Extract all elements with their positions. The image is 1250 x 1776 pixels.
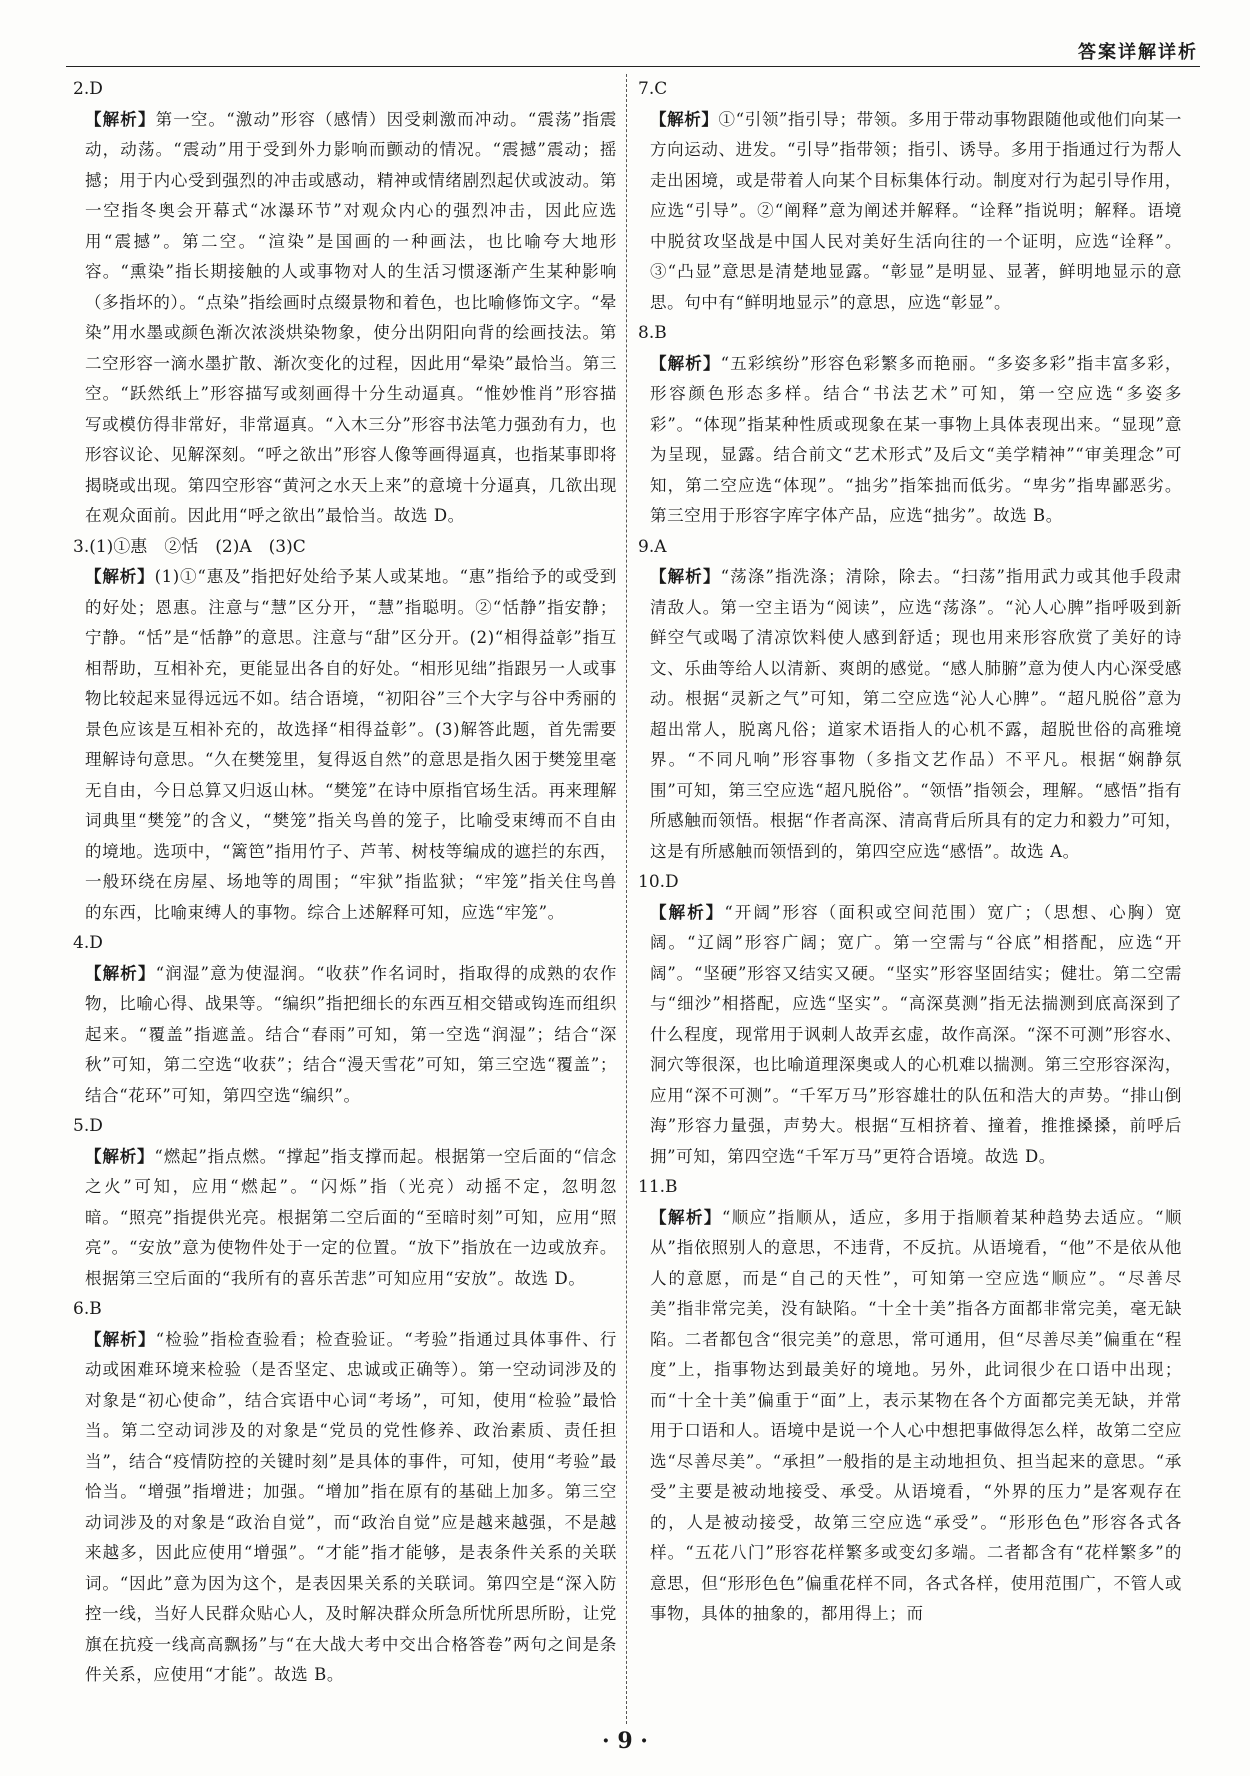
answer-explanation [73, 562, 617, 928]
answer-number: 10.D [638, 872, 679, 892]
answer-explanation [73, 1325, 617, 1691]
left-column [73, 74, 617, 1691]
analysis-tag: 【解析】 [85, 963, 156, 983]
answer-item [73, 74, 617, 532]
analysis-tag: 【解析】 [650, 567, 721, 586]
analysis-text: “荡涤”指洗涤；清除，除去。“扫荡”指用武力或其他手段肃清敌人。第一空主语为“阅读”，应选“荡涤”。“沁人心脾”指呼吸到新鲜空气或喝了清凉饮料使人感到舒适；现也用来形容欣赏了美好的诗文、乐曲等给人以清新、爽朗的感觉。“感人肺腑”意为使人内心深受感动。根据“灵新之气”可知，第二空应选“沁人心脾”。“超凡脱俗”意为超出常人，脱离凡俗；道家术语指人的心机不露，超脱世俗的高雅境界。“不同凡响”形容事物（多指文艺作品）不平凡。根据“娴静氛围”可知，第三空应选“超凡脱俗”。“领悟”指领会，理解。“感悟”指有所感触而领悟。根据“作者高深、清高背后所具有的定力和毅力”可知，这是有所感触而领悟到的，第四空应选“感悟”。故选 A。 [650, 567, 1182, 861]
analysis-text: ①“引领”指引导；带领。多用于带动事物跟随他或他们向某一方向运动、进发。“引导”指带领；指引、诱导。多用于指通过行为帮人走出困境，或是带着人向某个目标集体行动。制度对行为起引导作用，应选“引导”。②“阐释”意为阐述并解释。“诠释”指说明；解释。语境中脱贫攻坚战是中国人民对美好生活向往的一个证明，应选“诠释”。③“凸显”意思是清楚地显露。“彰显”是明显、显著，鲜明地显示的意思。句中有“鲜明地显示”的意思，应选“彰显”。 [650, 109, 1183, 312]
answer-number: 7.C [638, 79, 668, 99]
answer-item [638, 1172, 1182, 1630]
answer-explanation [73, 105, 617, 532]
answer-number: 11.B [638, 1177, 678, 1197]
analysis-text: “五彩缤纷”形容色彩繁多而艳丽。“多姿多彩”指丰富多彩，形容颜色形态多样。结合“书法艺术”可知，第一空应选“多姿多彩”。“体现”指某种性质或现象在某一事物上具体表现出来。“显现”意为呈现，显露。结合前文“艺术形式”及后文“美学精神”“审美理念”可知，第二空应选“体现”。“拙劣”指笨拙而低劣。“卑劣”指卑鄙恶劣。第三空用于形容字库字体产品，应选“拙劣”。故选 B。 [650, 353, 1182, 525]
answer-explanation [638, 105, 1182, 319]
answer-number: 2.D [73, 79, 103, 99]
answer-explanation [638, 1203, 1182, 1630]
answer-item [73, 532, 617, 929]
answer-number: 9.A [638, 536, 667, 557]
answer-item [73, 1294, 617, 1691]
analysis-text: “燃起”指点燃。“撑起”指支撑而起。根据第一空后面的“信念之火”可知，应用“燃起”。“闪烁”指（光亮）动摇不定，忽明忽暗。“照亮”指提供光亮。根据第二空后面的“至暗时刻”可知，应用“照亮”。“安放”意为使物件处于一定的位置。“放下”指放在一边或放弃。根据第三空后面的“我所有的喜乐苦悲”可知应用“安放”。故选 D。 [85, 1146, 617, 1288]
answer-item [73, 928, 617, 1111]
answer-explanation [73, 1142, 617, 1295]
analysis-text: (1)①“惠及”指把好处给予某人或某地。“惠”指给予的或受到的好处；恩惠。注意与“慧”区分开，“慧”指聪明。②“恬静”指安静；宁静。“恬”是“恬静”的意思。注意与“甜”区分开。(2)“相得益彰”指互相帮助，互相补充，更能显出各自的好处。“相形见绌”指跟另一人或事物比较起来显得远远不如。结合语境，“初阳谷”三个大字与谷中秀丽的景色应该是互相补充的，故选择“相得益彰”。(3)解答此题，首先需要理解诗句意思。“久在樊笼里，复得返自然”的意思是指久困于樊笼里毫无自由，今日总算又归返山林。“樊笼”在诗中原指官场生活。再来理解词典里“樊笼”的含义，“樊笼”指关鸟兽的笼子，比喻受束缚而不自由的境地。选项中，“篱笆”指用竹子、芦苇、树枝等编成的遮拦的东西，一般环绕在房屋、场地等的周围；“牢狱”指监狱；“牢笼”指关住鸟兽的东西，比喻束缚人的事物。综合上述解释可知，应选“牢笼”。 [85, 567, 617, 922]
page-number: · 9 · [602, 1728, 648, 1754]
analysis-tag: 【解析】 [85, 567, 155, 586]
analysis-tag: 【解析】 [85, 1146, 155, 1166]
answer-explanation [73, 959, 617, 1112]
analysis-text: “顺应”指顺从，适应，多用于指顺着某种趋势去适应。“顺从”指依照别人的意思，不违背，不反抗。从语境看，“他”不是依从他人的意愿，而是“自己的天性”，可知第一空应选“顺应”。“尽善尽美”指非常完美，没有缺陷。“十全十美”指各方面都非常完美，毫无缺陷。二者都包含“很完美”的意思，常可通用，但“尽善尽美”偏重在“程度”上，指事物达到最美好的境地。另外，此词很少在口语中出现；而“十全十美”偏重于“面”上，表示某物在各个方面都完美无缺，并常用于口语和人。语境中是说一个人心中想把事做得怎么样，故第二空应选“尽善尽美”。“承担”一般指的是主动地担负、担当起来的意思。“承受”主要是被动地接受、承受。从语境看，“外界的压力”是客观存在的，人是被动接受，故第三空应选“承受”。“形形色色”形容各式各样。“五花八门”形容花样繁多或变幻多端。二者都含有“花样繁多”的意思，但“形形色色”偏重花样不同，各式各样，使用范围广，不管人或事物，具体的抽象的，都用得上；而 [650, 1207, 1182, 1623]
answer-item [638, 532, 1182, 868]
answer-explanation [638, 898, 1182, 1173]
analysis-text: “检验”指检查验看；检查验证。“考验”指通过具体事件、行动或困难环境来检验（是否坚定、忠诚或正确等）。第一空动词涉及的对象是“初心使命”，结合宾语中心词“考场”，可知，使用“检验”最恰当。第二空动词涉及的对象是“党员的党性修养、政治素质、责任担当”，结合“疫情防控的关键时刻”是具体的事件，可知，使用“考验”最恰当。“增强”指增进；加强。“增加”指在原有的基础上加多。第三空动词涉及的对象是“政治自觉”，而“政治自觉”应是越来越强，不是越来越多，因此应使用“增强”。“才能”指才能够，是表条件关系的关联词。“因此”意为因为这个，是表因果关系的关联词。第四空是“深入防控一线，当好人民群众贴心人，及时解决群众所急所忧所思所盼，让党旗在抗疫一线高高飘扬”与“在大战大考中交出合格答卷”两句之间是条件关系，应使用“才能”。故选 B。 [85, 1329, 617, 1684]
analysis-tag: 【解析】 [85, 109, 156, 129]
analysis-tag: 【解析】 [650, 1207, 722, 1227]
analysis-tag: 【解析】 [85, 1329, 156, 1349]
analysis-text: 第一空。“激动”形容（感情）因受刺激而冲动。“震荡”指震动，动荡。“震动”用于受到外力影响而颤动的情况。“震撼”震动；摇撼；用于内心受到强烈的冲击或感动，精神或情绪剧烈起伏或波动。第一空指冬奥会开幕式“冰瀑环节”对观众内心的强烈冲击，因此应选用“震撼”。第二空。“渲染”是国画的一种画法，也比喻夸大地形容。“熏染”指长期接触的人或事物对人的生活习惯逐渐产生某种影响（多指坏的）。“点染”指绘画时点缀景物和着色，也比喻修饰文字。“晕染”用水墨或颜色渐次浓淡烘染物象，使分出阴阳向背的绘画技法。第二空形容一滴水墨扩散、渐次变化的过程，因此用“晕染”最恰当。第三空。“跃然纸上”形容描写或刻画得十分生动逼真。“惟妙惟肖”形容描写或模仿得非常好，非常逼真。“入木三分”形容书法笔力强劲有力，也形容议论、见解深刻。“呼之欲出”形容人像等画得逼真，也指某事即将揭晓或出现。第四空形容“黄河之水天上来”的意境十分逼真，几欲出现在观众面前。因此用“呼之欲出”最恰当。故选 D。 [85, 109, 617, 525]
analysis-tag: 【解析】 [650, 353, 721, 373]
answer-item [638, 74, 1182, 318]
answer-explanation [638, 349, 1182, 532]
analysis-text: “开阔”形容（面积或空间范围）宽广；（思想、心胸）宽阔。“辽阔”形容广阔；宽广。第一空需与“谷底”相搭配，应选“开阔”。“坚硬”形容又结实又硬。“坚实”形容坚固结实；健壮。第二空需与“细沙”相搭配，应选“坚实”。“高深莫测”指无法揣测到底高深到了什么程度，现常用于讽刺人故弄玄虚，故作高深。“深不可测”形容水、洞穴等很深，也比喻道理深奥或人的心机难以揣测。第三空形容深沟，应用“深不可测”。“千军万马”形容雄壮的队伍和浩大的声势。“排山倒海”形容力量强，声势大。根据“互相挤着、撞着，推推搡搡，前呼后拥”可知，第四空选“千军万马”更符合语境。故选 D。 [650, 902, 1182, 1166]
answer-item [638, 318, 1182, 532]
answer-item [73, 1111, 617, 1294]
answer-number: 3.(1)①惠 ②恬 (2)A (3)C [73, 536, 306, 557]
analysis-tag: 【解析】 [650, 109, 719, 129]
analysis-tag: 【解析】 [650, 902, 725, 922]
answer-number: 8.B [638, 323, 667, 343]
answer-explanation [638, 562, 1182, 867]
answer-number: 4.D [73, 933, 103, 953]
right-column [638, 74, 1182, 1630]
page-header-title: 答案详解详析 [1078, 42, 1198, 63]
column-divider [626, 74, 627, 1724]
answer-number: 6.B [73, 1299, 102, 1319]
header-rule [66, 66, 1200, 67]
answer-item [638, 867, 1182, 1172]
answer-number: 5.D [73, 1116, 103, 1136]
analysis-text: “润湿”意为使湿润。“收获”作名词时，指取得的成熟的农作物，比喻心得、战果等。“编织”指把细长的东西互相交错或钩连而组织起来。“覆盖”指遮盖。结合“春雨”可知，第一空选“润湿”；结合“深秋”可知，第二空选“收获”；结合“漫天雪花”可知，第三空选“覆盖”；结合“花环”可知，第四空选“编织”。 [85, 963, 617, 1105]
